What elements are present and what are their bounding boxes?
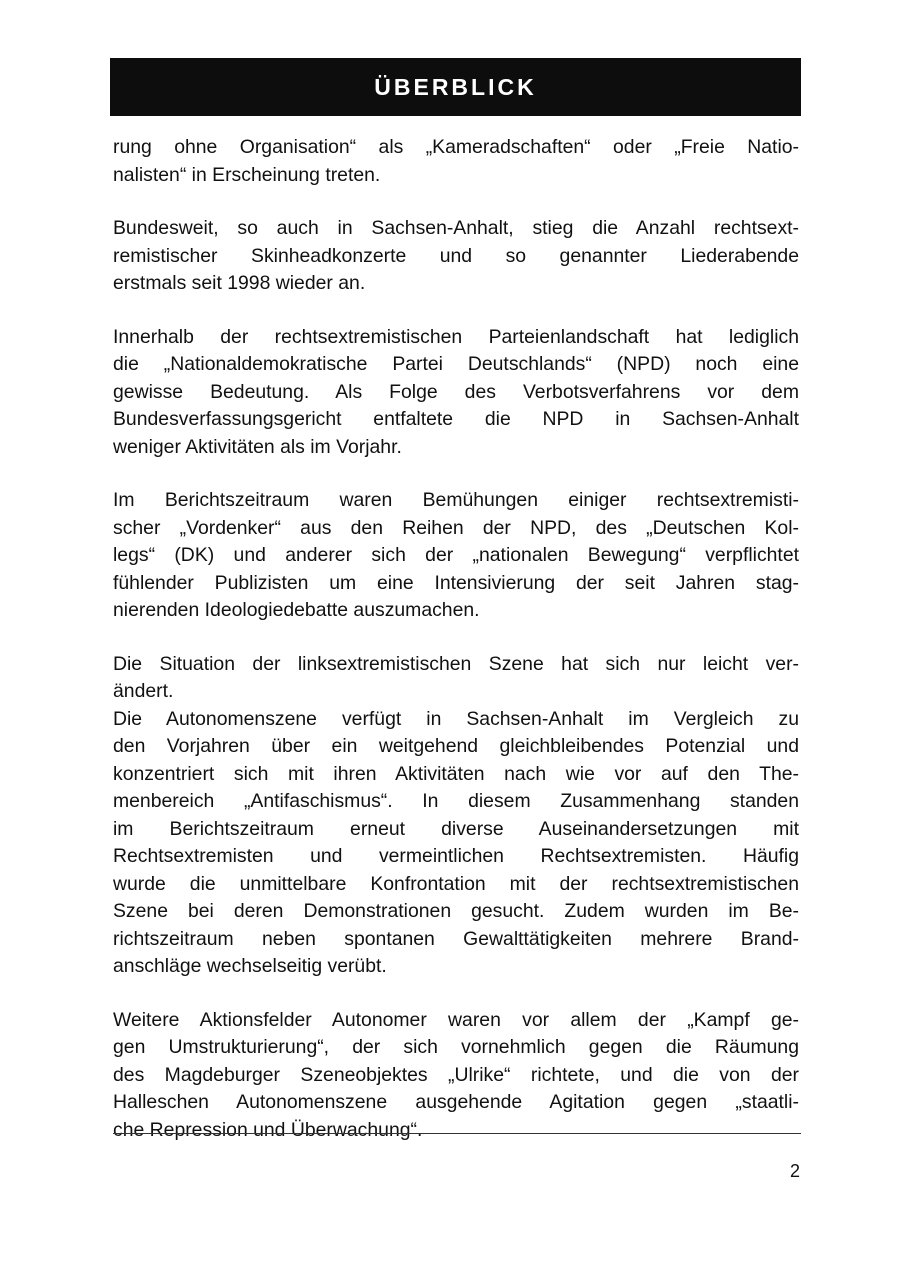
paragraph-7-line-5: che Repression und Überwachung“. xyxy=(113,1118,423,1141)
paragraph-2-line-1: Bundesweit, so auch in Sachsen-Anhalt, stieg die Anzahl rechtsext- xyxy=(113,217,799,239)
footer-divider xyxy=(113,1133,801,1134)
paragraph-2-line-2: remistischer Skinheadkonzerte und so genannter Liederabende xyxy=(113,244,799,267)
paragraph-5-line-1: Die Situation der linksextremistischen Szene hat sich nur leicht ver- xyxy=(113,652,799,675)
paragraph-6-line-10: anschläge wechselseitig verübt. xyxy=(113,955,387,977)
paragraph-6-line-9: richtszeitraum neben spontanen Gewalttätigkeiten mehrere Brand- xyxy=(113,927,799,950)
paragraph-3-line-4: Bundesverfassungsgericht entfaltete die NPD in Sachsen-Anhalt xyxy=(113,408,799,430)
paragraph-6-line-5: im Berichtszeitraum erneut diverse Auseinandersetzungen mit xyxy=(113,817,799,840)
paragraph-2-line-3: erstmals seit 1998 wieder an. xyxy=(113,272,366,294)
paragraph-7-line-2: gen Umstrukturierung“, der sich vornehmlich gegen die Räumung xyxy=(113,1036,799,1058)
body-text xyxy=(113,134,799,1144)
paragraph-7-line-3: des Magdeburger Szeneobjektes „Ulrike“ richtete, und die von der xyxy=(113,1063,799,1086)
section-title: ÜBERBLICK xyxy=(374,73,537,100)
paragraph-7-line-1: Weitere Aktionsfelder Autonomer waren vor allem der „Kampf ge- xyxy=(113,1008,799,1031)
paragraph-6-line-7: wurde die unmittelbare Konfrontation mit der rechtsextremistischen xyxy=(113,872,799,895)
paragraph-3-line-5: weniger Aktivitäten als im Vorjahr. xyxy=(113,435,402,458)
paragraph-4-line-3: legs“ (DK) und anderer sich der „nationalen Bewegung“ verpflichtet xyxy=(113,544,799,566)
paragraph-3-line-3: gewisse Bedeutung. Als Folge des Verbotsverfahrens vor dem xyxy=(113,380,799,403)
paragraph-4-line-1: Im Berichtszeitraum waren Bemühungen einiger rechtsextremisti- xyxy=(113,489,799,511)
paragraph-6-line-1: Die Autonomenszene verfügt in Sachsen-Anhalt im Vergleich zu xyxy=(113,707,799,730)
paragraph-6-line-3: konzentriert sich mit ihren Aktivitäten nach wie vor auf den The- xyxy=(113,762,799,785)
paragraph-7-line-4: Halleschen Autonomenszene ausgehende Agitation gegen „staatli- xyxy=(113,1091,799,1113)
paragraph-1-line-2: nalisten“ in Erscheinung treten. xyxy=(113,163,381,186)
paragraph-6-line-8: Szene bei deren Demonstrationen gesucht. Zudem wurden im Be- xyxy=(113,900,799,922)
paragraph-6-line-4: menbereich „Antifaschismus“. In diesem Zusammenhang standen xyxy=(113,790,799,812)
section-header-bar xyxy=(110,58,801,116)
paragraph-4-line-5: nierenden Ideologiedebatte auszumachen. xyxy=(113,599,480,621)
paragraph-1-line-1: rung ohne Organisation“ als „Kameradschaften“ oder „Freie Natio- xyxy=(113,136,799,158)
paragraph-4-line-2: scher „Vordenker“ aus den Reihen der NPD, des „Deutschen Kol- xyxy=(113,516,799,539)
paragraph-6-line-6: Rechtsextremisten und vermeintlichen Rechtsextremisten. Häufig xyxy=(113,845,799,867)
paragraph-4-line-4: fühlender Publizisten um eine Intensivierung der seit Jahren stag- xyxy=(113,571,799,594)
page-number: 2 xyxy=(789,1161,800,1181)
paragraph-6-line-2: den Vorjahren über ein weitgehend gleichbleibendes Potenzial und xyxy=(113,735,799,757)
paragraph-3-line-1: Innerhalb der rechtsextremistischen Parteienlandschaft hat lediglich xyxy=(113,325,799,348)
paragraph-5-line-2: ändert. xyxy=(113,680,174,702)
paragraph-3-line-2: die „Nationaldemokratische Partei Deutschlands“ (NPD) noch eine xyxy=(113,353,799,375)
